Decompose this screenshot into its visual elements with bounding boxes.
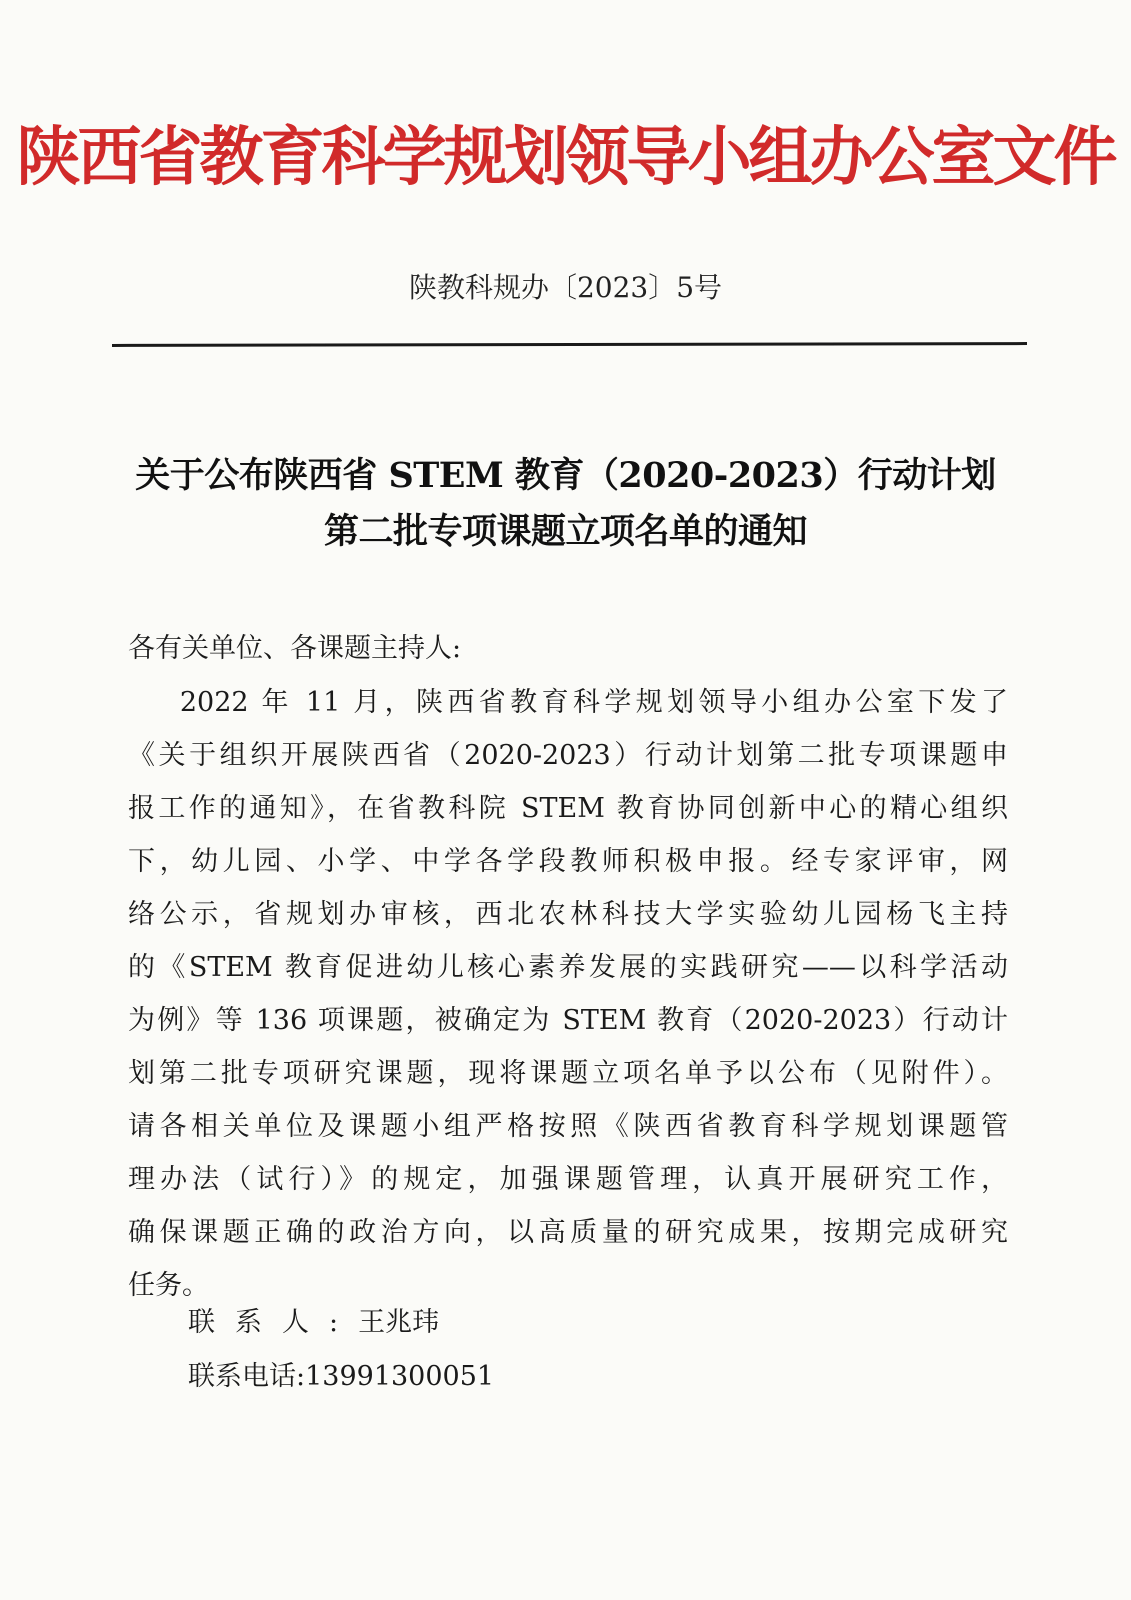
contact-phone <box>188 1357 494 1397</box>
notice-title-line-1: 关于公布陕西省 STEM 教育（2020-2023）行动计划 <box>135 455 996 496</box>
body-line: 络公示，省规划办审核，西北农林科技大学实验幼儿园杨飞主持 <box>128 899 1008 930</box>
contact-person-label: 联系人: <box>188 1307 359 1338</box>
document-number: 陕教科规办〔2023〕5号 <box>408 271 723 304</box>
contact-person <box>188 1303 439 1343</box>
contact-person-name: 王兆玮 <box>358 1307 440 1338</box>
body-line: 报工作的通知》，在省教科院 STEM 教育协同创新中心的精心组织 <box>128 793 1008 824</box>
body-line: 2022 年 11 月，陕西省教育科学规划领导小组办公室下发了 <box>128 687 1008 718</box>
contact-phone-number: 13991300051 <box>305 1361 495 1392</box>
body-line: 划第二批专项研究课题，现将课题立项名单予以公布（见附件）。 <box>128 1058 1008 1089</box>
notice-title-line-2: 第二批专项课题立项名单的通知 <box>323 511 807 552</box>
body-line: 请各相关单位及课题小组严格按照《陕西省教育科学规划课题管 <box>128 1111 1008 1142</box>
body-line: 确保课题正确的政治方向，以高质量的研究成果，按期完成研究 <box>128 1217 1008 1248</box>
salutation: 各有关单位、各课题主持人: <box>128 633 462 664</box>
header-divider <box>112 342 1027 347</box>
body-line: 《关于组织开展陕西省（2020-2023）行动计划第二批专项课题申 <box>128 740 1008 771</box>
body-line: 理办法（试行）》的规定，加强课题管理，认真开展研究工作， <box>128 1164 1008 1195</box>
notice-title <box>0 448 1131 560</box>
body-line: 任务。 <box>128 1270 209 1301</box>
contact-phone-label: 联系电话: <box>188 1361 306 1392</box>
body-line: 的《STEM 教育促进幼儿核心素养发展的实践研究——以科学活动 <box>128 952 1008 983</box>
masthead-title: 陕西省教育科学规划领导小组办公室文件 <box>16 121 1115 195</box>
notice-body <box>128 622 1008 1312</box>
body-line: 为例》等 136 项课题，被确定为 STEM 教育（2020-2023）行动计 <box>128 1005 1008 1036</box>
body-line: 下，幼儿园、小学、中学各学段教师积极申报。经专家评审，网 <box>128 846 1008 877</box>
